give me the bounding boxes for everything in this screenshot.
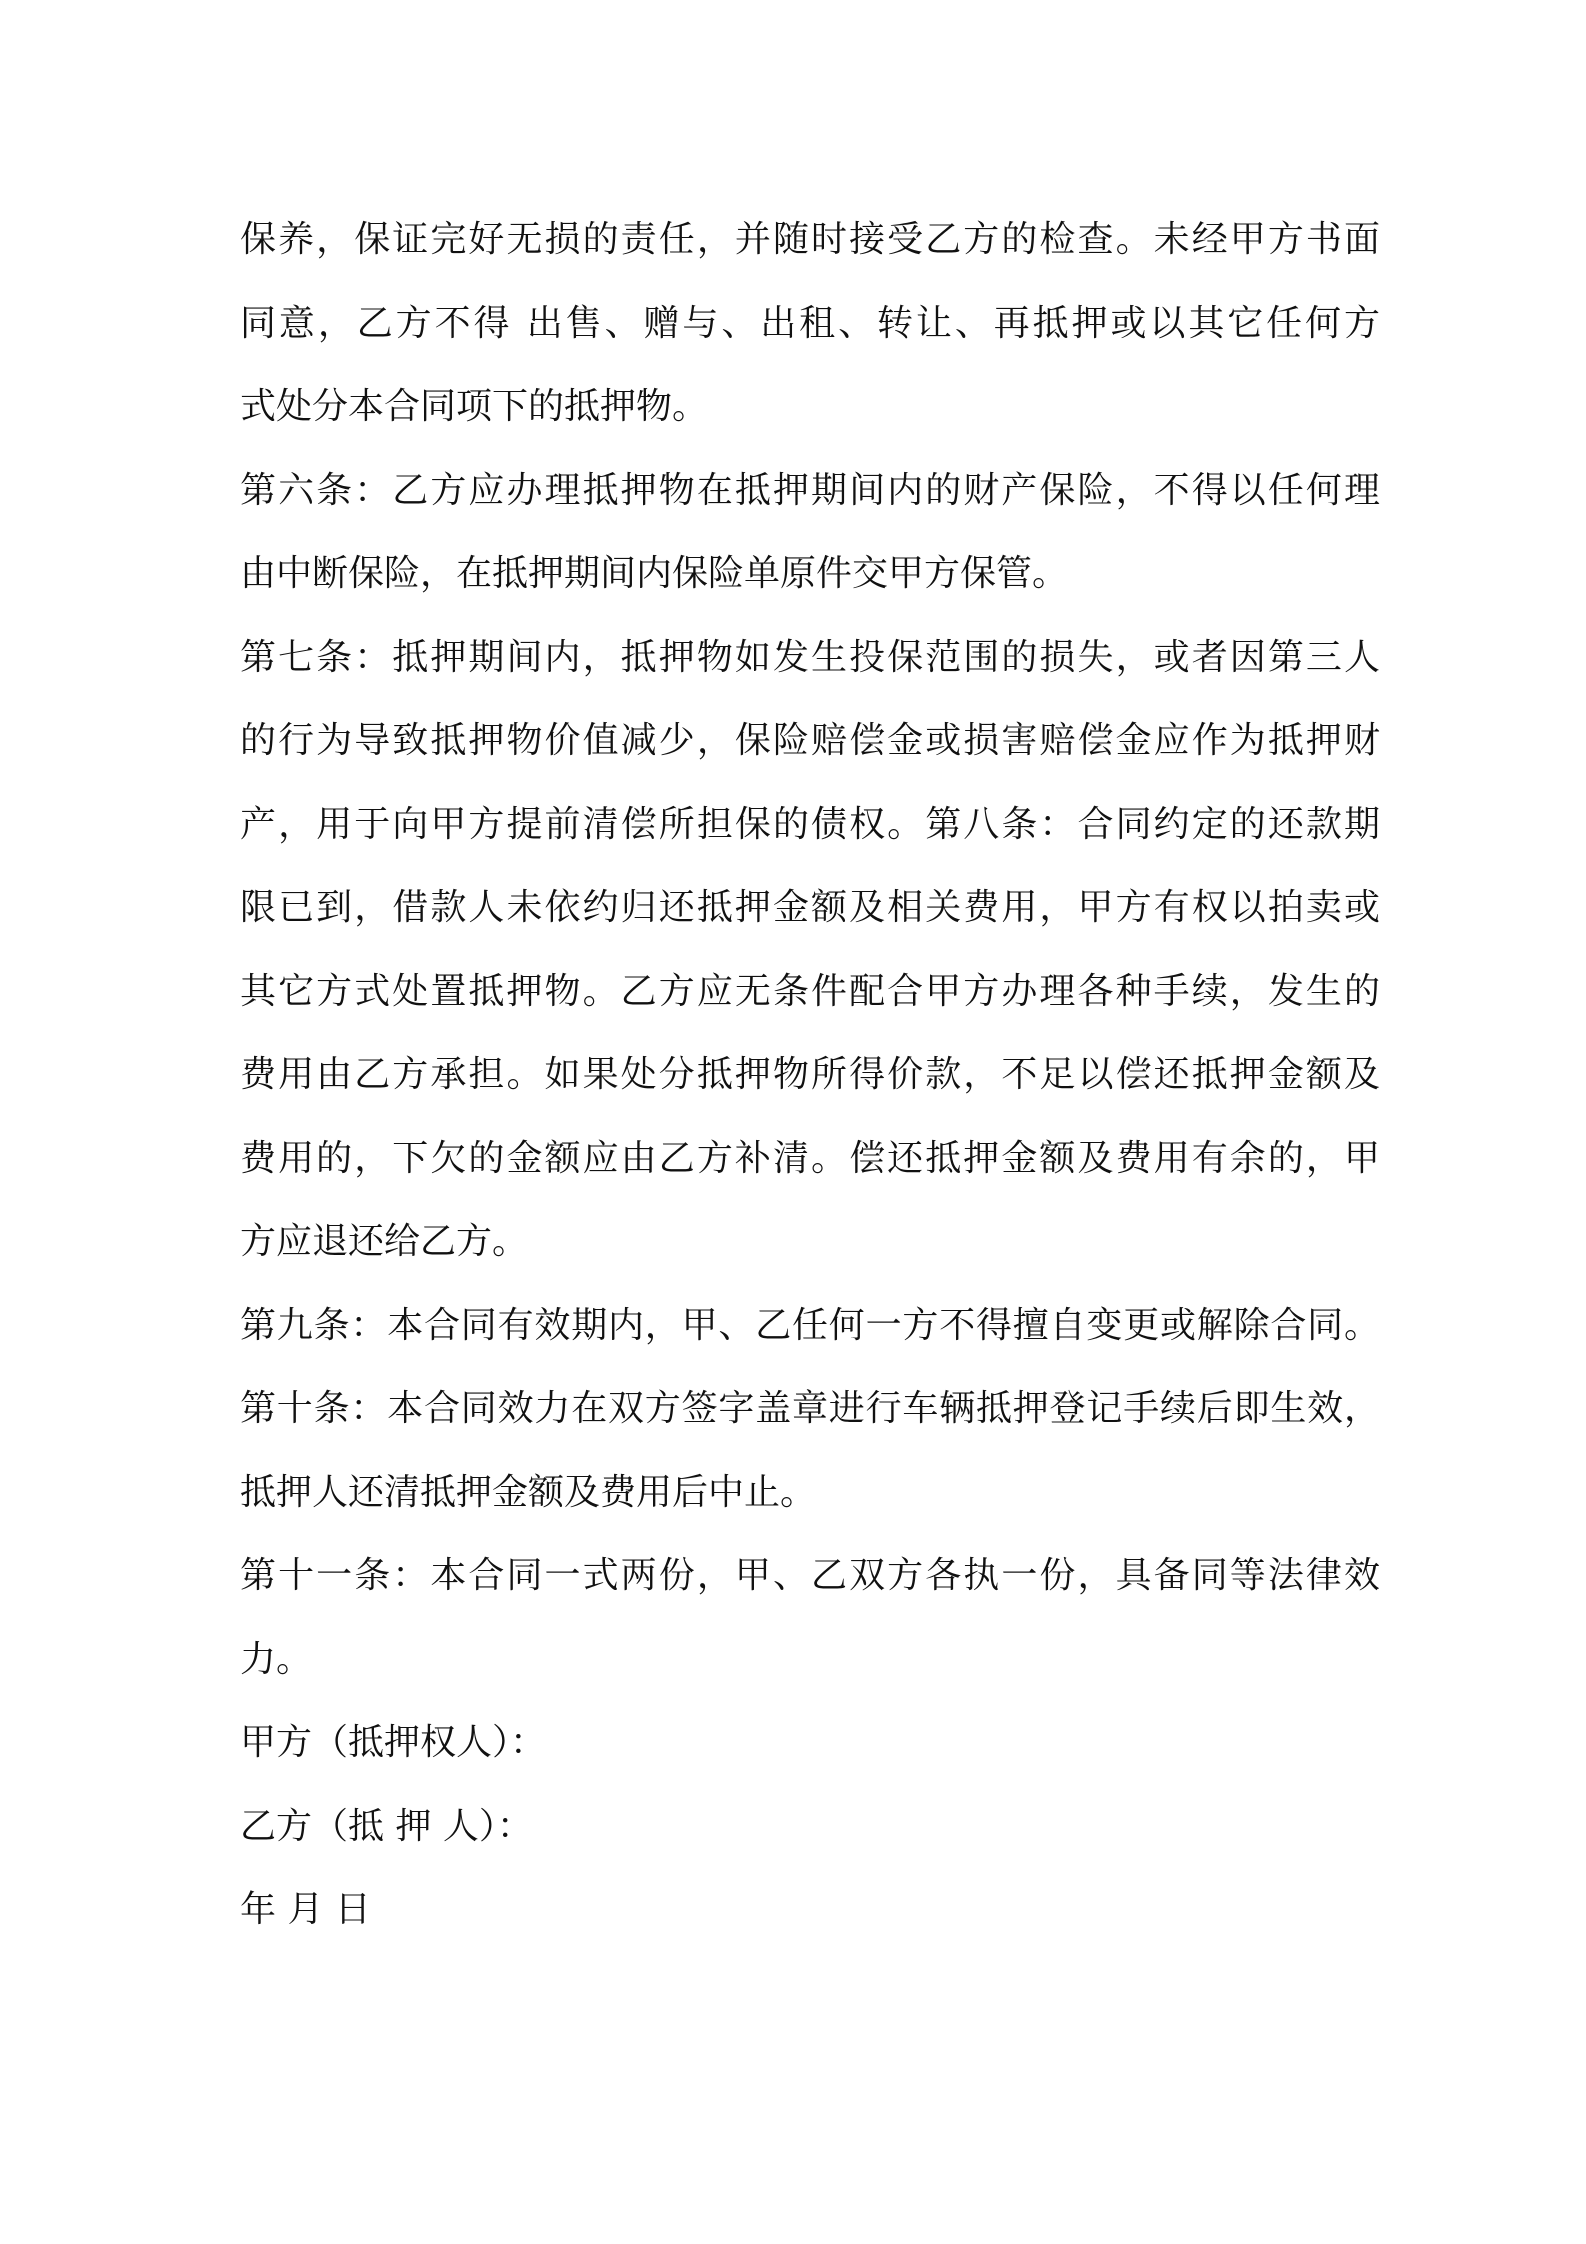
text-line: 费用由乙方承担。如果处分抵押物所得价款，不足以偿还抵押金额及 (240, 1054, 1380, 1095)
text-line: 费用的，下欠的金额应由乙方补清。偿还抵押金额及费用有余的，甲 (240, 1137, 1380, 1179)
text-line: 方应退还给乙方。 (240, 1221, 529, 1262)
text-line: 同意，乙方不得 出售、赠与、出租、转让、再抵押或以其它任何方 (240, 302, 1380, 344)
text-line: 力。 (240, 1638, 313, 1680)
article-7-line: 第七条：抵押期间内，抵押物如发生投保范围的损失，或者因第三人 (240, 636, 1380, 678)
party-b-signature-label: 乙方（抵 押 人）： (240, 1805, 533, 1847)
text-line: 限已到，借款人未依约归还抵押金额及相关费用，甲方有权以拍卖或 (240, 887, 1380, 928)
text-line: 由中断保险，在抵押期间内保险单原件交甲方保管。 (240, 553, 1069, 594)
text-line: 保养，保证完好无损的责任，并随时接受乙方的检查。未经甲方书面 (240, 219, 1380, 260)
text-line: 其它方式处置抵押物。乙方应无条件配合甲方办理各种手续，发生的 (240, 970, 1380, 1012)
article-8-line: 产，用于向甲方提前清偿所担保的债权。第八条：合同约定的还款期 (240, 803, 1380, 845)
article-10-line: 第十条：本合同效力在双方签字盖章进行车辆抵押登记手续后即生效， (240, 1388, 1380, 1429)
date-label: 年 月 日 (240, 1889, 371, 1930)
document-page (240, 198, 1380, 1952)
article-11-line: 第十一条：本合同一式两份，甲、乙双方各执一份，具备同等法律效 (240, 1555, 1380, 1596)
article-6-line: 第六条：乙方应办理抵押物在抵押期间内的财产保险，不得以任何理 (240, 469, 1380, 511)
text-line: 抵押人还清抵押金额及费用后中止。 (240, 1471, 817, 1513)
text-line: 的行为导致抵押物价值减少，保险赔偿金或损害赔偿金应作为抵押财 (240, 720, 1380, 761)
article-9-line: 第九条：本合同有效期内，甲、乙任何一方不得擅自变更或解除合同。 (240, 1304, 1380, 1346)
text-line: 式处分本合同项下的抵押物。 (240, 386, 709, 427)
party-a-signature-label: 甲方（抵押权人）： (240, 1722, 547, 1763)
